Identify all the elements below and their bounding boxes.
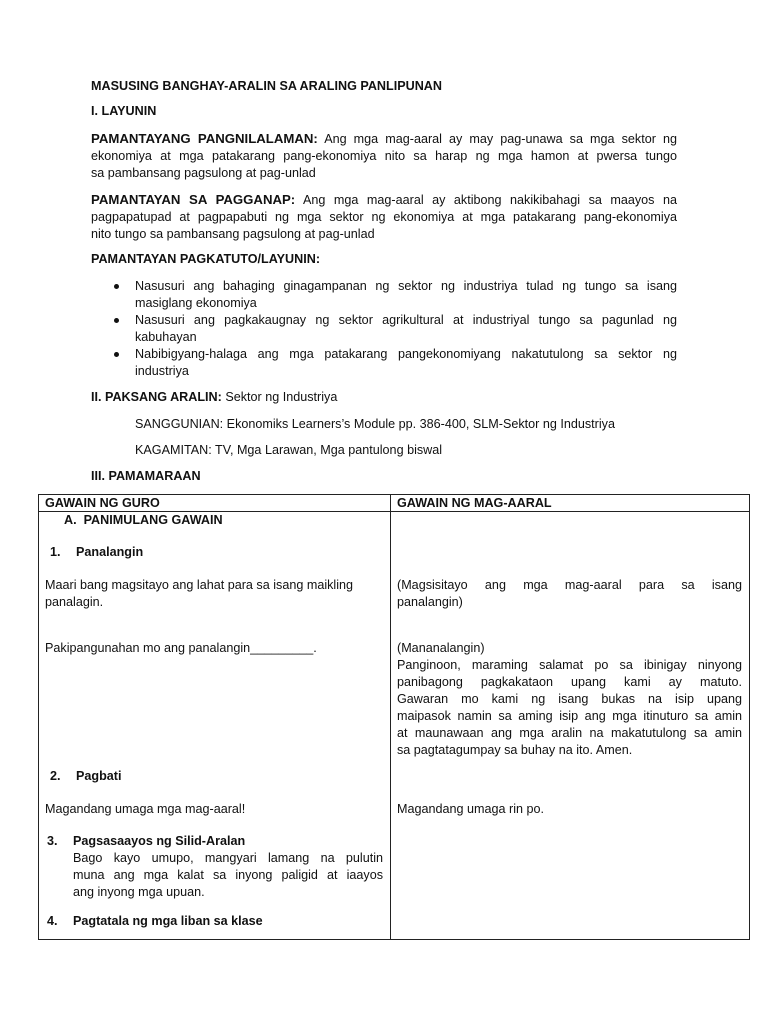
objective-item: Nasusuri ang pagkakaugnay ng sektor agrikultural at industriyal tungo sa pagunlad ng kabuhayan xyxy=(91,312,677,346)
paksang-aralin-label: II. PAKSANG ARALIN: xyxy=(91,390,222,404)
pagganap-line-2: pagpapatupad at pagpapabuti ng mga sektor ng ekonomiya at mga patakarang pang-ekonomiya xyxy=(91,210,677,224)
pagkatuto-label: PAMANTAYAN PAGKATUTO/LAYUNIN: xyxy=(91,252,321,266)
student-prayer: Panginoon, maraming salamat po sa ibinigay ninyong panibagong pagkakataon upang kami ay matuto. Gawaran mo kami ng isang bukas na isip upang maipasok namin sa aming isip ang mga itinuturo sa amin at maunawaan ang mga aralin na makatutulong sa amin sa pagtatagumpay sa buhay na ito. Amen. xyxy=(397,658,742,757)
section-layunin: I. LAYUNIN xyxy=(91,104,157,118)
panalangin-leader-prompt: Pakipangunahan mo ang panalangin_________. xyxy=(45,641,317,655)
pagbati-text: Magandang umaga mga mag-aaral! xyxy=(45,802,246,816)
panalangin-request: Maari bang magsitayo ang lahat para sa isang maikling panalagin. xyxy=(45,578,354,609)
document-title: MASUSING BANGHAY-ARALIN SA ARALING PANLIPUNAN xyxy=(91,79,442,93)
objective-item: Nabibigyang-halaga ang mga patakarang pangekonomiyang nakatutulong sa sektor ng industriya xyxy=(91,346,677,380)
section-pamamaraan: III. PAMAMARAAN xyxy=(91,469,201,483)
paksang-aralin xyxy=(91,390,337,404)
pangnilalaman-line-3: sa pambansang pagsulong at pag-unlad xyxy=(91,166,316,180)
table-row xyxy=(39,512,750,940)
table-header-row xyxy=(39,495,750,512)
student-mananalangin: (Mananalangin) xyxy=(397,641,485,655)
bullet-icon xyxy=(114,352,119,357)
paksang-aralin-value: Sektor ng Industriya xyxy=(225,390,338,404)
sanggunian: SANGGUNIAN: Ekonomiks Learners’s Module pp. 386-400, SLM-Sektor ng Industriya xyxy=(135,417,615,431)
student-greeting: Magandang umaga rin po. xyxy=(397,802,545,816)
pangnilalaman-line-1: PAMANTAYANG PANGNILALAMAN: Ang mga mag-aaral ay may pag-unawa sa mga sektor ng xyxy=(91,131,677,146)
pamantayang-pangnilalaman xyxy=(91,130,677,182)
header-gawain-ng-guro: GAWAIN NG GURO xyxy=(39,495,391,512)
pagganap-line-1: PAMANTAYAN SA PAGGANAP: Ang mga mag-aaral ay aktibong nakikibahagi sa maayos na xyxy=(91,192,677,207)
pagganap-line-3: nito tungo sa pambansang pagsulong at pag-unlad xyxy=(91,227,375,241)
procedure-table xyxy=(38,494,750,940)
pamantayan-sa-pagganap xyxy=(91,191,677,243)
bullet-icon xyxy=(114,284,119,289)
student-response-tayo: (Magsisitayo ang mga mag-aaral para sa isang panalangin) xyxy=(397,578,742,609)
pangnilalaman-label: PAMANTAYANG PANGNILALAMAN: xyxy=(91,131,318,146)
teacher-column: A. PANIMULANG GAWAIN 1. Panalangin Maari bang magsitayo ang lahat para sa isang maikling panalagin. Pakipangunahan mo ang panalangin_________. 2. Pagbati Magandang umaga mga mag-aaral! 3. Pagsasaayos ng Silid-Aralan Bago kayo umupo, mangyari lamang na pulutin muna ang mga kalat sa inyong paligid at iaayos ang inyong mga upuan. 4. Pagtatala ng mga liban sa klase xyxy=(39,512,391,940)
pagsasaayos-text: Bago kayo umupo, mangyari lamang na pulutin muna ang mga kalat sa inyong paligid at iaayos ang inyong mga upuan. xyxy=(73,851,383,899)
objective-item: Nasusuri ang bahaging ginagampanan ng sektor ng industriya tulad ng tungo sa isang masiglang ekonomiya xyxy=(91,278,677,312)
bullet-icon xyxy=(114,318,119,323)
pangnilalaman-line-2: ekonomiya at mga patakarang pang-ekonomiya nito sa harap ng mga hamon at pwersa tungo xyxy=(91,149,677,163)
header-gawain-ng-mag-aaral: GAWAIN NG MAG-AARAL xyxy=(391,495,750,512)
kagamitan: KAGAMITAN: TV, Mga Larawan, Mga pantulong biswal xyxy=(135,443,443,457)
pagganap-label: PAMANTAYAN SA PAGGANAP: xyxy=(91,192,296,207)
student-column xyxy=(391,512,750,940)
panimulang-gawain-heading: A. PANIMULANG GAWAIN xyxy=(64,513,223,527)
